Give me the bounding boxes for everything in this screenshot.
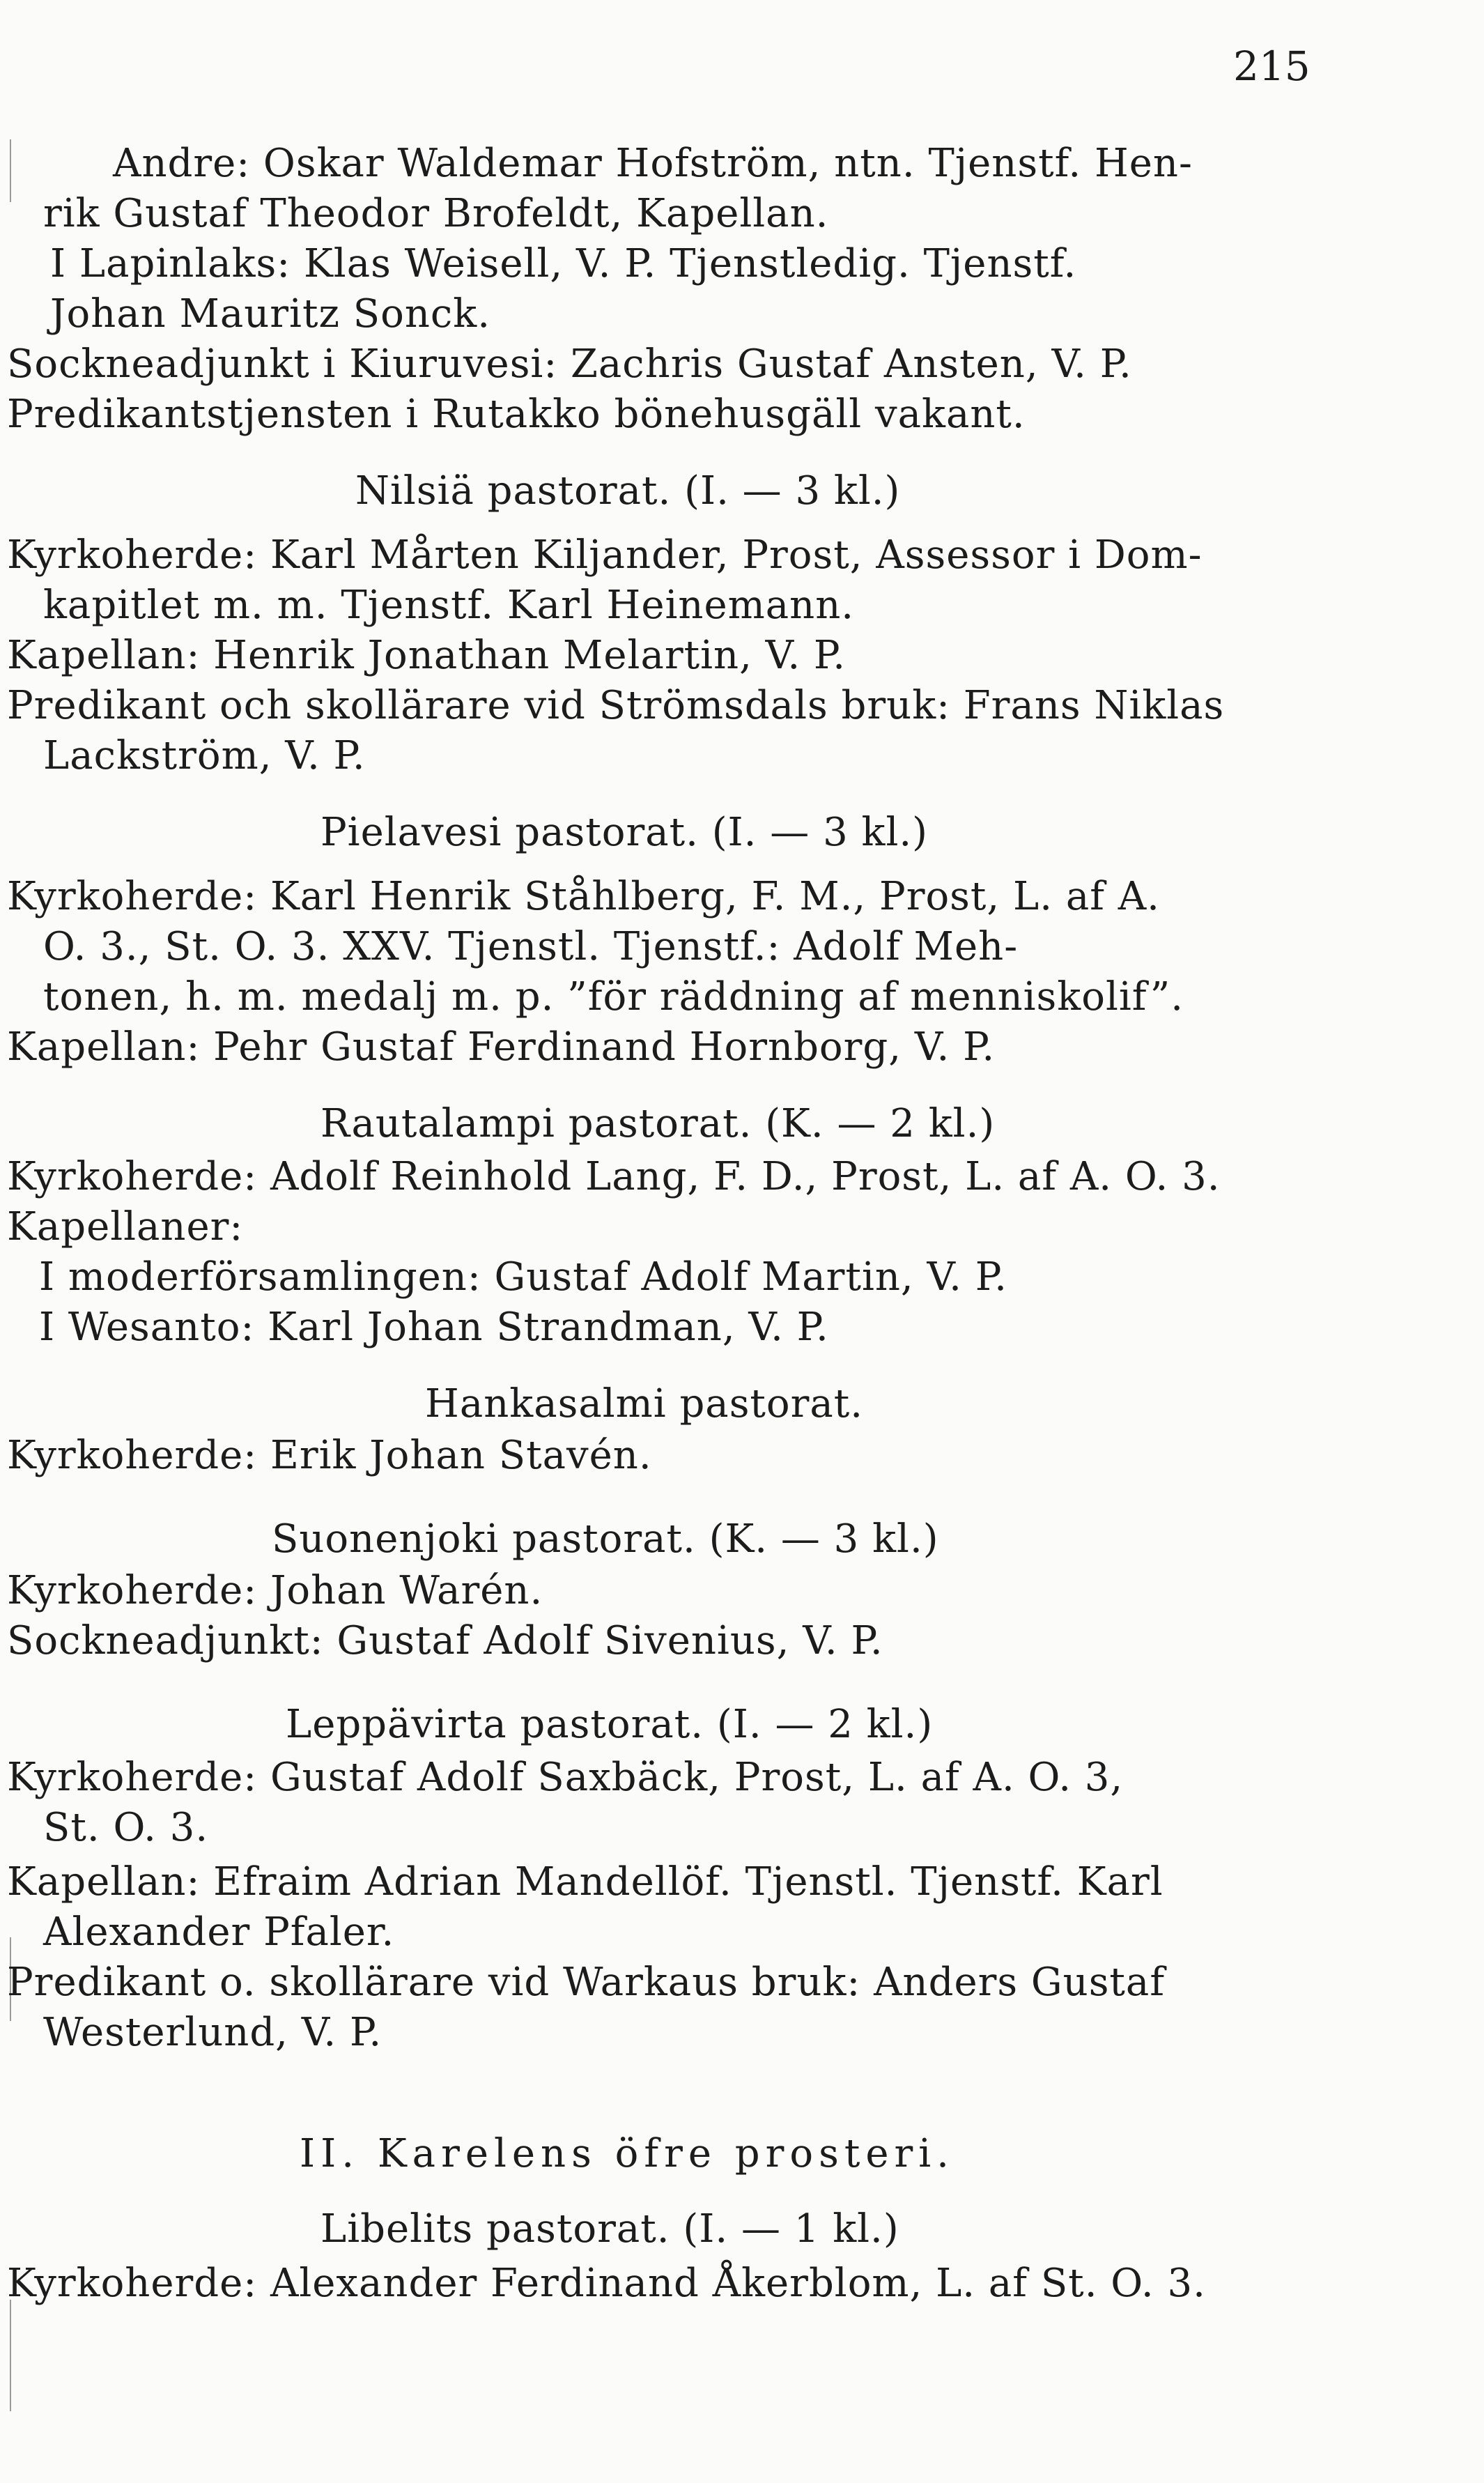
section-heading: Hankasalmi pastorat.	[425, 1381, 864, 1427]
text-line: Kyrkoherde: Erik Johan Stavén.	[7, 1433, 652, 1478]
section-heading: Rautalampi pastorat. (K. — 2 kl.)	[320, 1101, 996, 1146]
text-line: Predikant o. skollärare vid Warkaus bruk: Anders Gustaf	[7, 1960, 1166, 2005]
margin-mark	[10, 139, 11, 202]
text-line: rik Gustaf Theodor Brofeldt, Kapellan.	[43, 191, 829, 236]
chapter-heading: II. Karelens öfre prosteri.	[300, 2131, 954, 2176]
text-line: Predikantstjensten i Rutakko bönehusgäll vakant.	[7, 392, 1026, 437]
section-heading: Pielavesi pastorat. (I. — 3 kl.)	[320, 810, 928, 855]
text-line: Predikant och skollärare vid Strömsdals bruk: Frans Niklas	[7, 683, 1225, 728]
text-line: Andre: Oskar Waldemar Hofström, ntn. Tjenstf. Hen-	[113, 141, 1193, 186]
text-line: Kapellan: Pehr Gustaf Ferdinand Hornborg, V. P.	[7, 1024, 996, 1070]
text-line: Kyrkoherde: Karl Mårten Kiljander, Prost, Assessor i Dom-	[7, 532, 1203, 578]
text-line: Sockneadjunkt: Gustaf Adolf Sivenius, V. P.	[7, 1618, 883, 1663]
text-line: Westerlund, V. P.	[43, 2010, 382, 2055]
text-line: I Lapinlaks: Klas Weisell, V. P. Tjenstledig. Tjenstf.	[50, 241, 1077, 286]
text-line: Sockneadjunkt i Kiuruvesi: Zachris Gustaf Ansten, V. P.	[7, 341, 1132, 387]
text-line: St. O. 3.	[43, 1805, 209, 1850]
text-line: I moderförsamlingen: Gustaf Adolf Martin, V. P.	[39, 1254, 1007, 1300]
text-line: Kyrkoherde: Alexander Ferdinand Åkerblom, L. af St. O. 3.	[7, 2261, 1206, 2306]
text-line: kapitlet m. m. Tjenstf. Karl Heinemann.	[43, 583, 855, 628]
margin-mark	[10, 2300, 11, 2411]
text-line: I Wesanto: Karl Johan Strandman, V. P.	[39, 1305, 829, 1350]
text-line: Kyrkoherde: Johan Warén.	[7, 1568, 543, 1613]
text-line: Johan Mauritz Sonck.	[50, 291, 491, 337]
section-heading: Nilsiä pastorat. (I. — 3 kl.)	[355, 468, 901, 514]
text-line: tonen, h. m. medalj m. p. ”för räddning af menniskolif”.	[43, 974, 1184, 1020]
text-line: Kyrkoherde: Adolf Reinhold Lang, F. D., Prost, L. af A. O. 3.	[7, 1154, 1221, 1199]
text-line: Kyrkoherde: Gustaf Adolf Saxbäck, Prost, L. af A. O. 3,	[7, 1755, 1124, 1800]
section-heading: Leppävirta pastorat. (I. — 2 kl.)	[286, 1702, 934, 1747]
text-line: Alexander Pfaler.	[43, 1909, 395, 1955]
section-heading: Suonenjoki pastorat. (K. — 3 kl.)	[272, 1516, 939, 1562]
text-line: Kapellaner:	[7, 1204, 244, 1250]
text-line: O. 3., St. O. 3. XXV. Tjenstl. Tjenstf.: Adolf Meh-	[43, 924, 1019, 969]
page-number: 215	[1233, 43, 1311, 90]
text-line: Kyrkoherde: Karl Henrik Ståhlberg, F. M., Prost, L. af A.	[7, 874, 1160, 919]
text-line: Kapellan: Henrik Jonathan Melartin, V. P.	[7, 633, 847, 678]
text-line: Lackström, V. P.	[43, 733, 366, 778]
text-line: Kapellan: Efraim Adrian Mandellöf. Tjenstl. Tjenstf. Karl	[7, 1859, 1164, 1905]
section-heading: Libelits pastorat. (I. — 1 kl.)	[320, 2206, 899, 2252]
